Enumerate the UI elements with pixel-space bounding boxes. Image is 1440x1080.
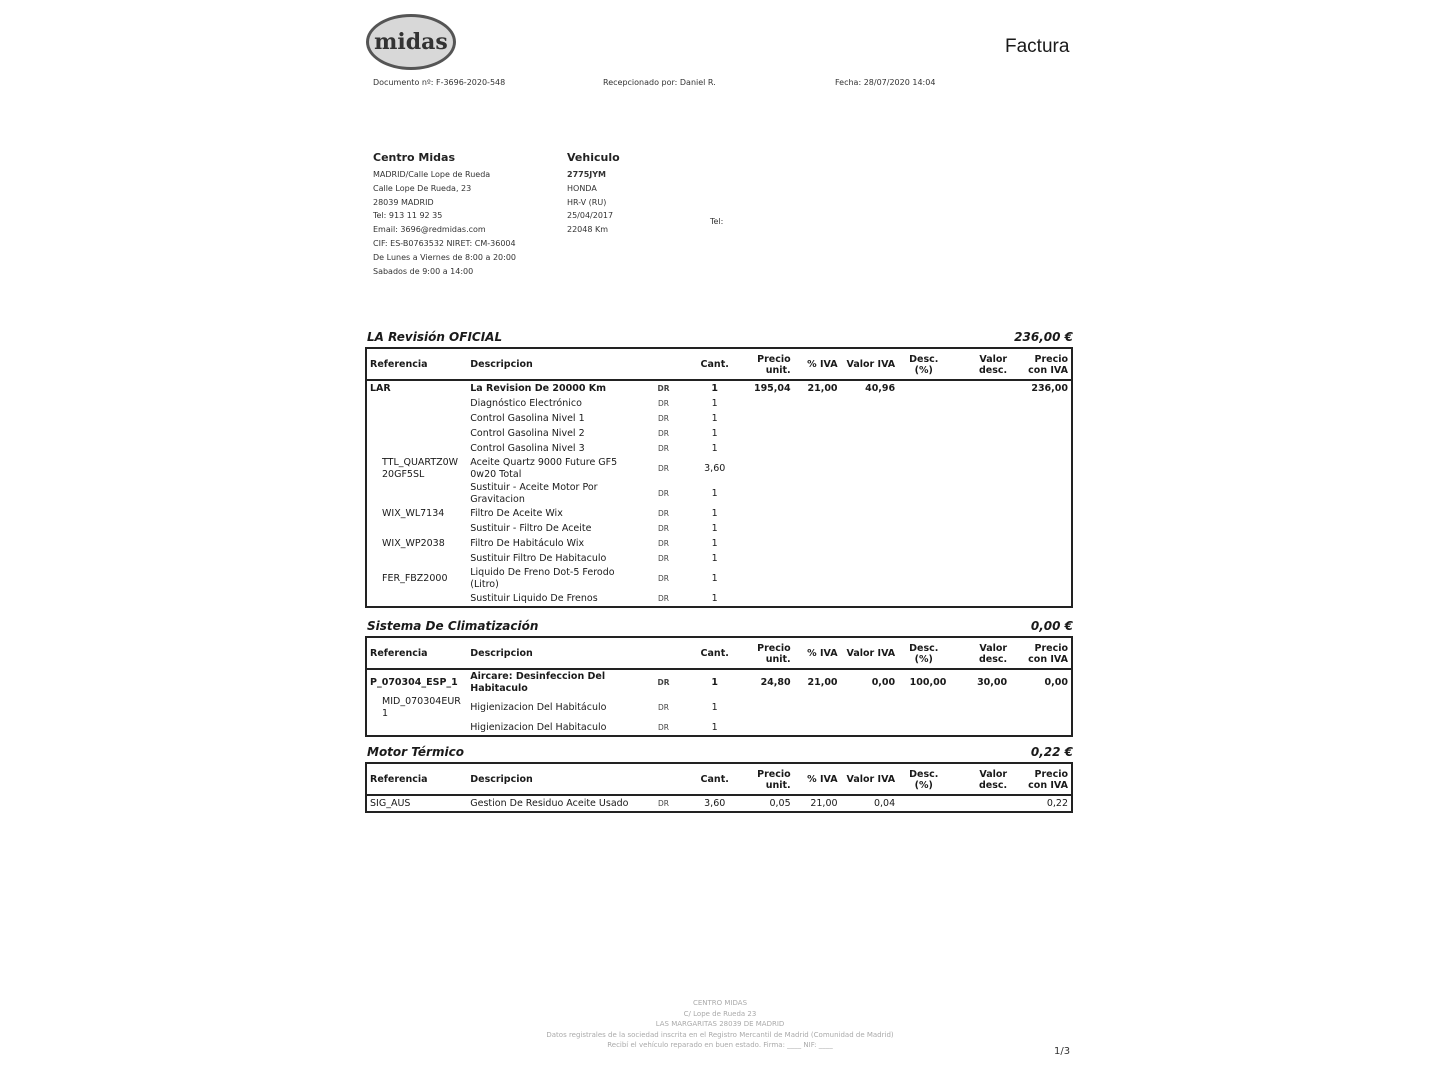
cell-desc-pct [898, 551, 949, 566]
column-header: Precio unit. [740, 349, 793, 380]
cell-referencia: SIG_AUS [370, 797, 411, 809]
cell-valor-iva [841, 426, 899, 441]
cell-precio-unit: 0,05 [769, 797, 791, 809]
cell-desc-pct [898, 566, 949, 591]
cell-valor-desc [949, 426, 1010, 441]
cell-precio-con-iva [1010, 521, 1071, 536]
cell-iva-pct [794, 481, 841, 506]
cell-cantidad: 1 [711, 442, 718, 454]
cell-iva-pct [794, 591, 841, 606]
section-title: LA Revisión OFICIAL [367, 330, 503, 344]
column-header: Descripcion [467, 638, 689, 669]
cell-precio-con-iva [1010, 481, 1071, 506]
cell-iva-pct [794, 521, 841, 536]
cell-descripcion: Higienizacion Del Habitáculo [470, 701, 607, 713]
document-number: Documento nº: F-3696-2020-548 [373, 78, 506, 87]
cell-iva-pct: 21,00 [807, 382, 838, 394]
cell-precio-unit [740, 536, 793, 551]
cell-precio-con-iva [1010, 695, 1071, 720]
table-row [367, 720, 1071, 735]
cell-valor-iva: 0,04 [873, 797, 896, 809]
cell-precio-con-iva: 0,22 [1046, 797, 1068, 809]
cell-valor-iva [841, 481, 899, 506]
cell-valor-iva [841, 506, 899, 521]
cell-descripcion: Control Gasolina Nivel 1 [470, 412, 585, 424]
cell-descripcion: Sustituir - Aceite Motor Por Gravitacion [470, 482, 598, 505]
cell-valor-desc [949, 795, 1010, 811]
cell-desc-pct [898, 506, 949, 521]
column-header: Referencia [367, 349, 467, 380]
cell-desc-pct [898, 441, 949, 456]
cell-precio-unit [740, 396, 793, 411]
cell-referencia: LAR [370, 382, 391, 394]
cell-dr: DR [658, 413, 669, 423]
cell-desc-pct [898, 456, 949, 481]
cell-descripcion: La Revision De 20000 Km [470, 382, 606, 394]
cell-cantidad: 1 [711, 676, 719, 688]
cell-referencia [367, 481, 467, 506]
table-row [367, 481, 1071, 506]
cell-referencia [367, 396, 467, 411]
column-header: Valor desc. [949, 349, 1010, 380]
column-header: Referencia [367, 638, 467, 669]
address-line: CIF: ES-B0763532 NIRET: CM-36004 [373, 238, 516, 248]
address-line: 28039 MADRID [373, 197, 434, 207]
cell-desc-pct [898, 795, 949, 811]
cell-valor-desc [949, 396, 1010, 411]
footer-legal [430, 998, 1010, 1051]
address-line: Calle Lope De Rueda, 23 [373, 183, 472, 193]
address-line: Sabados de 9:00 a 14:00 [373, 266, 474, 276]
cell-referencia [367, 591, 467, 606]
column-header: Precio unit. [740, 764, 793, 795]
section-table [365, 636, 1073, 737]
address-line: De Lunes a Viernes de 8:00 a 20:00 [373, 252, 517, 262]
cell-precio-unit [740, 566, 793, 591]
cell-precio-con-iva [1010, 551, 1071, 566]
cell-precio-con-iva [1010, 720, 1071, 735]
cell-descripcion: Filtro De Aceite Wix [470, 507, 563, 519]
cell-precio-unit [740, 411, 793, 426]
column-header: Precio con IVA [1010, 349, 1071, 380]
column-header: Desc. (%) [898, 764, 949, 795]
column-header: Desc. (%) [898, 349, 949, 380]
cell-referencia: TTL_QUARTZ0W 20GF5SL [382, 457, 459, 480]
section-table [365, 762, 1073, 813]
cell-desc-pct [898, 521, 949, 536]
cell-cantidad: 1 [711, 397, 718, 409]
cell-descripcion: Aceite Quartz 9000 Future GF5 0w20 Total [470, 457, 618, 480]
cell-precio-unit: 24,80 [760, 676, 791, 688]
address-line: HONDA [567, 183, 597, 193]
vehiculo-lines [567, 182, 620, 237]
cell-valor-desc [949, 591, 1010, 606]
logo-text: midas [374, 29, 448, 55]
column-header: Precio con IVA [1010, 764, 1071, 795]
cell-cantidad: 1 [711, 507, 718, 519]
cell-iva-pct: 21,00 [810, 797, 838, 809]
cell-dr: DR [658, 573, 669, 583]
cell-desc-pct: 100,00 [909, 676, 947, 688]
cell-dr: DR [658, 553, 669, 563]
column-header: Valor IVA [841, 349, 899, 380]
address-line: Datos registrales de la sociedad inscrita en el Registro Mercantil de Madrid (Comunidad de Madrid) [546, 1030, 894, 1039]
column-header: % IVA [794, 764, 841, 795]
cell-precio-unit [740, 720, 793, 735]
cell-valor-iva [841, 720, 899, 735]
cell-iva-pct [794, 720, 841, 735]
cell-desc-pct [898, 396, 949, 411]
cell-referencia: WIX_WP2038 [382, 537, 445, 549]
cell-desc-pct [898, 411, 949, 426]
cell-precio-con-iva [1010, 566, 1071, 591]
cell-precio-unit: 195,04 [753, 382, 791, 394]
cell-cantidad: 1 [711, 412, 718, 424]
cell-iva-pct [794, 551, 841, 566]
cell-descripcion: Filtro De Habitáculo Wix [470, 537, 585, 549]
cell-valor-iva [841, 456, 899, 481]
column-header: Descripcion [467, 349, 689, 380]
cell-valor-iva [841, 695, 899, 720]
cell-iva-pct [794, 396, 841, 411]
cell-iva-pct [794, 566, 841, 591]
table-row [367, 795, 1071, 811]
cell-referencia [367, 521, 467, 536]
cell-dr: DR [658, 398, 669, 408]
cell-precio-con-iva [1010, 426, 1071, 441]
column-header: Desc. (%) [898, 638, 949, 669]
section-title: Motor Térmico [367, 745, 464, 759]
cell-descripcion: Higienizacion Del Habitaculo [470, 721, 607, 733]
column-header: % IVA [794, 638, 841, 669]
cell-descripcion: Control Gasolina Nivel 2 [470, 427, 585, 439]
cell-valor-desc [949, 506, 1010, 521]
midas-logo [366, 14, 456, 70]
cell-cantidad: 1 [711, 701, 718, 713]
cell-desc-pct [898, 695, 949, 720]
section-header [367, 619, 1073, 633]
cell-precio-unit [740, 426, 793, 441]
cell-cantidad: 3,60 [704, 797, 726, 809]
vehiculo-plate: 2775JYM [567, 170, 606, 179]
column-header: Cant. [689, 764, 740, 795]
cell-iva-pct: 21,00 [807, 676, 838, 688]
invoice-date: Fecha: 28/07/2020 14:04 [835, 78, 936, 87]
address-line: CENTRO MIDAS [692, 999, 748, 1007]
cell-valor-iva [841, 521, 899, 536]
cell-referencia: MID_070304EUR 1 [382, 696, 461, 719]
cell-dr: DR [657, 383, 670, 393]
table-header-row [367, 638, 1071, 669]
cell-valor-iva: 0,00 [871, 676, 896, 688]
cell-dr: DR [658, 702, 669, 712]
cell-dr: DR [658, 798, 669, 808]
cell-valor-desc [949, 521, 1010, 536]
cell-descripcion: Sustituir - Filtro De Aceite [470, 522, 592, 534]
cell-referencia: FER_FBZ2000 [382, 572, 448, 584]
vehiculo-block [567, 150, 620, 237]
table-row [367, 426, 1071, 441]
cell-descripcion: Liquido De Freno Dot-5 Ferodo (Litro) [470, 567, 615, 590]
cell-valor-desc [949, 720, 1010, 735]
cell-desc-pct [898, 536, 949, 551]
address-line: C/ Lope de Rueda 23 [683, 1009, 757, 1018]
table-row [367, 566, 1071, 591]
cell-cantidad: 1 [711, 522, 718, 534]
table-row [367, 506, 1071, 521]
section-total: 0,00 € [1030, 619, 1073, 633]
table-header-row [367, 764, 1071, 795]
cell-referencia [367, 426, 467, 441]
cell-dr: DR [658, 593, 669, 603]
received-by: Recepcionado por: Daniel R. [603, 78, 716, 87]
address-line: Recibí el vehículo reparado en buen estado. Firma: ____ NIF: ____ [607, 1041, 833, 1049]
cell-precio-unit [740, 456, 793, 481]
cell-cantidad: 1 [711, 427, 718, 439]
table-row [367, 536, 1071, 551]
document-title: Factura [1005, 36, 1070, 57]
table-row [367, 396, 1071, 411]
table-row [367, 411, 1071, 426]
section-total: 0,22 € [1030, 745, 1073, 759]
table-row [367, 669, 1071, 695]
address-line: Email: 3696@redmidas.com [373, 225, 486, 235]
cell-dr: DR [658, 428, 669, 438]
column-header: Valor IVA [841, 638, 899, 669]
cell-precio-con-iva [1010, 411, 1071, 426]
address-line: 25/04/2017 [567, 211, 614, 221]
cell-valor-iva: 40,96 [865, 382, 896, 394]
cell-dr: DR [657, 677, 670, 687]
cell-valor-desc [949, 481, 1010, 506]
section-table [365, 347, 1073, 608]
cell-iva-pct [794, 411, 841, 426]
cell-cantidad: 1 [711, 487, 718, 499]
cell-dr: DR [658, 508, 669, 518]
cell-cantidad: 1 [711, 592, 718, 604]
vehiculo-tel: Tel: [710, 217, 724, 226]
centro-title: Centro Midas [373, 151, 455, 164]
cell-cantidad: 3,60 [704, 462, 726, 474]
cell-dr: DR [658, 538, 669, 548]
cell-referencia: P_070304_ESP_1 [370, 676, 458, 688]
table-row [367, 521, 1071, 536]
cell-descripcion: Aircare: Desinfeccion Del Habitaculo [470, 671, 606, 694]
cell-valor-desc [949, 695, 1010, 720]
cell-referencia [367, 411, 467, 426]
table-row [367, 591, 1071, 606]
cell-dr: DR [658, 463, 669, 473]
cell-valor-desc [949, 456, 1010, 481]
cell-precio-unit [740, 521, 793, 536]
section-header [367, 330, 1073, 344]
cell-descripcion: Sustituir Filtro De Habitaculo [470, 552, 607, 564]
cell-valor-iva [841, 551, 899, 566]
cell-precio-con-iva [1010, 591, 1071, 606]
cell-precio-unit [740, 591, 793, 606]
cell-precio-con-iva [1010, 506, 1071, 521]
cell-desc-pct [898, 481, 949, 506]
address-line: Tel: 913 11 92 35 [373, 211, 443, 221]
cell-descripcion: Diagnóstico Electrónico [470, 397, 582, 409]
cell-referencia [367, 551, 467, 566]
column-header: Valor desc. [949, 638, 1010, 669]
cell-precio-unit [740, 506, 793, 521]
cell-precio-unit [740, 481, 793, 506]
cell-referencia: WIX_WL7134 [382, 507, 445, 519]
cell-precio-con-iva: 0,00 [1044, 676, 1068, 688]
table-row [367, 695, 1071, 720]
table-header-row [367, 349, 1071, 380]
cell-cantidad: 1 [711, 382, 719, 394]
cell-iva-pct [794, 456, 841, 481]
cell-precio-con-iva [1010, 456, 1071, 481]
table-row [367, 380, 1071, 396]
section-total: 236,00 € [1014, 330, 1073, 344]
table-row [367, 456, 1071, 481]
centro-block [373, 150, 516, 278]
cell-iva-pct [794, 441, 841, 456]
column-header: Cant. [689, 349, 740, 380]
cell-precio-con-iva [1010, 536, 1071, 551]
cell-precio-unit [740, 441, 793, 456]
cell-valor-iva [841, 411, 899, 426]
cell-valor-iva [841, 396, 899, 411]
table-row [367, 441, 1071, 456]
cell-iva-pct [794, 426, 841, 441]
table-row [367, 551, 1071, 566]
cell-descripcion: Gestion De Residuo Aceite Usado [470, 797, 629, 809]
cell-desc-pct [898, 426, 949, 441]
cell-iva-pct [794, 536, 841, 551]
cell-valor-desc: 30,00 [977, 676, 1008, 688]
column-header: Valor IVA [841, 764, 899, 795]
column-header: Cant. [689, 638, 740, 669]
cell-cantidad: 1 [711, 721, 718, 733]
column-header: Precio unit. [740, 638, 793, 669]
cell-descripcion: Control Gasolina Nivel 3 [470, 442, 585, 454]
column-header: Descripcion [467, 764, 689, 795]
cell-valor-iva [841, 536, 899, 551]
cell-cantidad: 1 [711, 572, 718, 584]
cell-iva-pct [794, 506, 841, 521]
vehiculo-title: Vehiculo [567, 151, 620, 164]
cell-valor-desc [949, 380, 1010, 396]
cell-precio-con-iva: 236,00 [1031, 382, 1068, 394]
cell-precio-unit [740, 551, 793, 566]
cell-valor-desc [949, 566, 1010, 591]
cell-precio-unit [740, 695, 793, 720]
cell-dr: DR [658, 523, 669, 533]
cell-precio-con-iva [1010, 396, 1071, 411]
cell-desc-pct [898, 591, 949, 606]
cell-referencia [367, 720, 467, 735]
cell-dr: DR [658, 488, 669, 498]
cell-valor-desc [949, 441, 1010, 456]
page-number: 1/3 [1054, 1046, 1071, 1057]
section-header [367, 745, 1073, 759]
address-line: MADRID/Calle Lope de Rueda [373, 170, 491, 179]
address-line: HR-V (RU) [567, 197, 607, 207]
cell-valor-iva [841, 441, 899, 456]
cell-dr: DR [658, 722, 669, 732]
cell-iva-pct [794, 695, 841, 720]
cell-valor-desc [949, 551, 1010, 566]
address-line: LAS MARGARITAS 28039 DE MADRID [655, 1020, 785, 1028]
cell-cantidad: 1 [711, 552, 718, 564]
cell-valor-iva [841, 566, 899, 591]
centro-lines [373, 168, 516, 278]
cell-precio-con-iva [1010, 441, 1071, 456]
cell-desc-pct [898, 720, 949, 735]
cell-referencia [367, 441, 467, 456]
cell-descripcion: Sustituir Liquido De Frenos [470, 592, 598, 604]
column-header: Referencia [367, 764, 467, 795]
column-header: Precio con IVA [1010, 638, 1071, 669]
column-header: % IVA [794, 349, 841, 380]
cell-valor-iva [841, 591, 899, 606]
cell-dr: DR [658, 443, 669, 453]
cell-valor-desc [949, 411, 1010, 426]
cell-desc-pct [898, 380, 949, 396]
cell-cantidad: 1 [711, 537, 718, 549]
cell-valor-desc [949, 536, 1010, 551]
section-title: Sistema De Climatización [367, 619, 539, 633]
address-line: 22048 Km [567, 225, 609, 235]
column-header: Valor desc. [949, 764, 1010, 795]
